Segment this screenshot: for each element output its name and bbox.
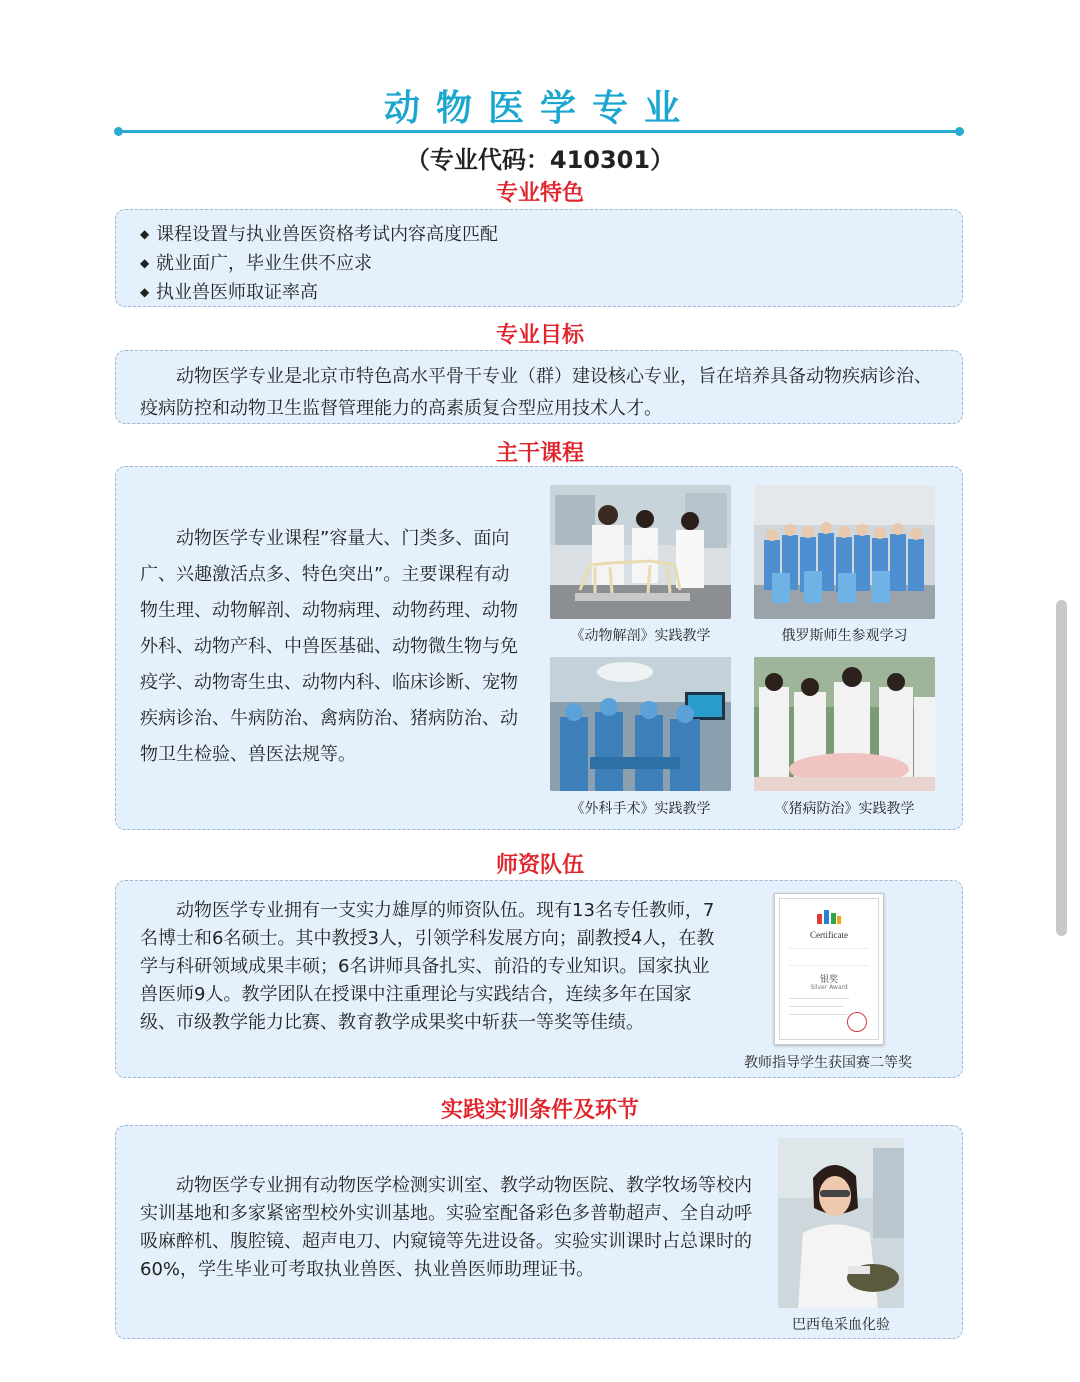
diamond-bullet-icon: ◆ xyxy=(140,256,150,270)
surgery-photo xyxy=(550,657,731,791)
scrollbar-thumb[interactable] xyxy=(1056,600,1067,936)
section-heading-faculty: 师资队伍 xyxy=(495,853,584,878)
list-item: ◆ 就业面广，毕业生供不应求 xyxy=(140,249,962,278)
red-seal-icon xyxy=(847,1012,867,1032)
certificate-award: 银奖 xyxy=(819,975,838,985)
photo-caption: 《猪病防治》实践教学 xyxy=(774,801,915,817)
list-item: ◆ 执业兽医师取证率高 xyxy=(140,278,962,307)
title-divider xyxy=(118,130,960,133)
certificate-caption: 教师指导学生获国赛二等奖 xyxy=(744,1055,912,1071)
list-item: ◆ 课程设置与执业兽医资格考试内容高度匹配 xyxy=(140,220,962,249)
photo-caption: 《外科手术》实践教学 xyxy=(570,801,711,817)
section-heading-features: 专业特色 xyxy=(495,181,584,206)
pig-practice-photo xyxy=(754,657,935,791)
major-code: （专业代码：410301） xyxy=(405,146,675,174)
photo-caption: 巴西龟采血化验 xyxy=(792,1317,890,1333)
section-heading-courses: 主干课程 xyxy=(495,441,584,466)
goal-box xyxy=(115,350,963,424)
turtle-blood-test-photo xyxy=(778,1138,904,1308)
faculty-text: 动物医学专业拥有一支实力雄厚的师资队伍。现有13名专任教师，7名博士和6名硕士。其中教授3人，引领学科发展方向；副教授4人，在教学与科研领域成果丰硕；6名讲师具备扎实、前沿的专业知识。国家执业兽医师9人。教学团队在授课中注重理论与实践结合，连续多年在国家级、市级教学能力比赛、教育教学成果奖中斩获一等奖等佳绩。 xyxy=(140,900,715,1033)
anatomy-lab-photo xyxy=(550,485,731,619)
features-box xyxy=(115,209,963,307)
group-visit-photo xyxy=(754,485,935,619)
courses-text: 动物医学专业课程”容量大、门类多、面向广、兴趣激活点多、特色突出”。主要课程有动物生理、动物解剖、动物病理、动物药理、动物外科、动物产科、中兽医基础、动物微生物与免疫学、动物寄生虫、动物内科、临床诊断、宠物疾病诊治、牛病防治、禽病防治、猪病防治、动物卫生检验、兽医法规等。 xyxy=(140,528,518,765)
section-heading-practice: 实践实训条件及环节 xyxy=(440,1098,639,1123)
practice-text: 动物医学专业拥有动物医学检测实训室、教学动物医院、教学牧场等校内实训基地和多家紧密型校外实训基地。实验室配备彩色多普勒超声、全自动呼吸麻醉机、腹腔镜、超声电刀、内窥镜等先进设备。实验实训课时占总课时的60%，学生毕业可考取执业兽医、执业兽医师助理证书。 xyxy=(140,1175,752,1280)
goal-text: 动物医学专业是北京市特色高水平骨干专业（群）建设核心专业，旨在培养具备动物疾病诊治、疫病防控和动物卫生监督管理能力的高素质复合型应用技术人才。 xyxy=(140,366,932,419)
features-list xyxy=(116,210,962,307)
photo-caption: 《动物解剖》实践教学 xyxy=(570,628,711,644)
diamond-bullet-icon: ◆ xyxy=(140,285,150,299)
page-title: 动物医学专业 xyxy=(383,88,696,129)
certificate-image xyxy=(774,893,884,1045)
photo-caption: 俄罗斯师生参观学习 xyxy=(781,628,908,644)
practice-box xyxy=(115,1125,963,1339)
diamond-bullet-icon: ◆ xyxy=(140,227,150,241)
courses-box xyxy=(115,466,963,830)
certificate-award-en: Silver Award xyxy=(810,984,848,991)
certificate-title: Certificate xyxy=(810,930,848,940)
faculty-box xyxy=(115,880,963,1078)
competition-logo-icon xyxy=(815,908,843,926)
section-heading-goal: 专业目标 xyxy=(495,323,584,348)
